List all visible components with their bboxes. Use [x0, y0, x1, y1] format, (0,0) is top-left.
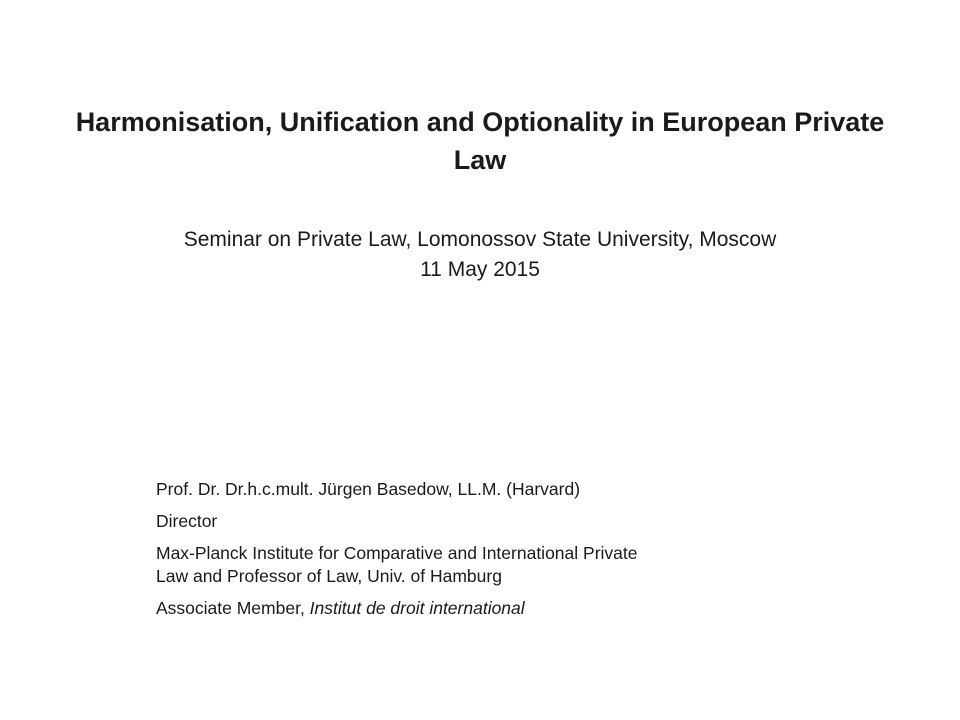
author-role: Director	[156, 511, 218, 531]
subtitle-block	[72, 225, 888, 285]
author-institute	[156, 542, 796, 588]
slide-title: Harmonisation, Unification and Optionality in European Private Law	[75, 107, 885, 175]
author-institute-line1: Max-Planck Institute for Comparative and International Private	[156, 543, 638, 563]
author-name: Prof. Dr. Dr.h.c.mult. Jürgen Basedow, LL.M. (Harvard)	[156, 479, 581, 499]
author-block	[156, 478, 796, 629]
author-institute-line2: Law and Professor of Law, Univ. of Hamburg	[156, 566, 502, 586]
event-date: 11 May 2015	[420, 258, 540, 281]
event-subtitle: Seminar on Private Law, Lomonossov State University, Moscow	[183, 228, 777, 251]
title-block	[72, 103, 888, 179]
membership-org: Institut de droit international	[309, 598, 525, 618]
author-membership	[156, 597, 796, 620]
membership-prefix: Associate Member,	[156, 598, 310, 618]
